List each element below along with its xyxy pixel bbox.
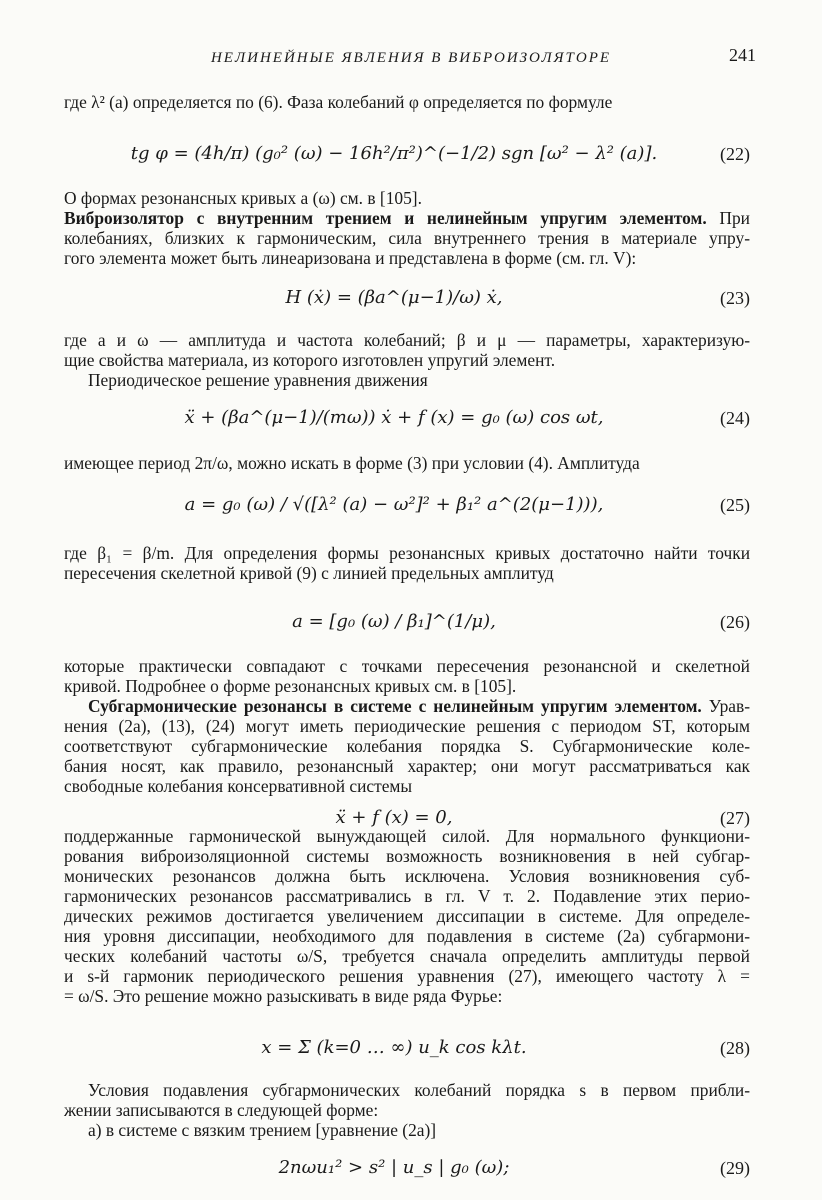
formula-26 bbox=[64, 604, 750, 640]
text-line: поддержанные гармонической вынуждающей силой. Для нормального функциони- bbox=[64, 826, 750, 846]
text-line: Условия подавления субгармонических колебаний порядка s в первом прибли- bbox=[88, 1080, 750, 1100]
equation-number: (27) bbox=[720, 808, 750, 828]
text-line: = ω/S. Это решение можно разыскивать в виде ряда Фурье: bbox=[64, 986, 503, 1006]
formula-29 bbox=[64, 1150, 750, 1186]
paragraph-heading-line: Субгармонические резонансы в системе с нелинейным упругим элементом. Урав- bbox=[88, 696, 750, 716]
text-line: жении записываются в следующей форме: bbox=[64, 1100, 379, 1120]
equation-number: (26) bbox=[720, 612, 750, 632]
formula-24 bbox=[64, 400, 750, 436]
text-line: ческих колебаний частоты ω/S, требуется сначала определить амплитуды первой bbox=[64, 946, 750, 966]
text-line: соответствуют субгармонические колебания порядка S. Субгармонические коле- bbox=[64, 736, 750, 756]
formula-23 bbox=[64, 280, 750, 316]
equation-number: (23) bbox=[720, 288, 750, 308]
text-line: монических резонансов должна быть исключена. Условия возникновения суб- bbox=[64, 866, 750, 886]
formula-25 bbox=[64, 487, 750, 523]
text-line: гармонических резонансов рассматривались в гл. V т. 2. Подавление этих перио- bbox=[64, 886, 750, 906]
formula-expression: ẍ + f (x) = 0, bbox=[335, 807, 453, 828]
text-line: щие свойства материала, из которого изготовлен упругий элемент. bbox=[64, 350, 556, 370]
text-line: ния уровня диссипации, необходимого для подавления в системе (2a) субгармони- bbox=[64, 926, 750, 946]
text-line: Периодическое решение уравнения движения bbox=[88, 370, 428, 390]
formula-expression: tg φ = (4h/π) (g₀² (ω) − 16h²/π²)^(−1/2) sgn [ω² − λ² (a)]. bbox=[130, 143, 658, 164]
text-line: кривой. Подробнее о форме резонансных кривых см. в [105]. bbox=[64, 676, 517, 696]
page-number: 241 bbox=[729, 45, 756, 65]
text-line: гого элемента может быть линеаризована и представлена в форме (см. гл. V): bbox=[64, 248, 637, 268]
formula-expression: x = Σ (k=0 … ∞) u_k cos kλt. bbox=[261, 1037, 527, 1058]
equation-number: (24) bbox=[720, 408, 750, 428]
running-header: НЕЛИНЕЙНЫЕ ЯВЛЕНИЯ В ВИБРОИЗОЛЯТОРЕ bbox=[210, 50, 612, 66]
paragraph-heading: Субгармонические резонансы в системе с нелинейным упругим элементом. bbox=[88, 696, 702, 716]
text-line: дических режимов достигается увеличением диссипации в системе. Для определе- bbox=[64, 906, 750, 926]
text-line: рования виброизоляционной системы возможность возникновения в ней субгар- bbox=[64, 846, 750, 866]
paragraph-heading-line: Виброизолятор с внутренним трением и нелинейным упругим элементом. При bbox=[64, 208, 750, 228]
text-line: нения (2a), (13), (24) могут иметь периодические решения с периодом ST, которым bbox=[64, 716, 750, 736]
equation-number: (28) bbox=[720, 1038, 750, 1058]
paragraph-heading: Виброизолятор с внутренним трением и нелинейным упругим элементом. bbox=[64, 208, 707, 228]
formula-expression: H (ẋ) = (βa^(μ−1)/ω) ẋ, bbox=[285, 287, 503, 308]
formula-expression: a = g₀ (ω) / √([λ² (a) − ω²]² + β₁² a^(2(μ−1))), bbox=[184, 494, 604, 515]
text-line: имеющее период 2π/ω, можно искать в форме (3) при условии (4). Амплитуда bbox=[64, 453, 640, 473]
text-line: и s-й гармоник периодического решения уравнения (27), имеющего частоту λ = bbox=[64, 966, 750, 986]
text-line: бания носят, как правило, резонансный характер; они могут рассматриваться как bbox=[64, 756, 750, 776]
equation-number: (29) bbox=[720, 1158, 750, 1178]
formula-expression: a = [g₀ (ω) / β₁]^(1/μ), bbox=[292, 611, 496, 632]
text-line: а) в системе с вязким трением [уравнение (2a)] bbox=[88, 1120, 437, 1140]
text-line: где a и ω — амплитуда и частота колебаний; β и μ — параметры, характеризую- bbox=[64, 330, 750, 350]
equation-number: (25) bbox=[720, 495, 750, 515]
formula-expression: ẍ + (βa^(μ−1)/(mω)) ẋ + f (x) = g₀ (ω) cos ωt, bbox=[184, 407, 604, 428]
text-line: которые практически совпадают с точками пересечения резонансной и скелетной bbox=[64, 656, 750, 676]
text-line: пересечения скелетной кривой (9) с линией предельных амплитуд bbox=[64, 563, 554, 583]
formula-28 bbox=[64, 1030, 750, 1066]
equation-number: (22) bbox=[720, 144, 750, 164]
text-line: где β₁ = β/m. Для определения формы резонансных кривых достаточно найти точки bbox=[64, 543, 750, 563]
text-line: О формах резонансных кривых a (ω) см. в [105]. bbox=[64, 188, 422, 208]
text-line: колебаниях, близких к гармоническим, сила внутреннего трения в материале упру- bbox=[64, 228, 750, 248]
formula-expression: 2nωu₁² > s² | u_s | g₀ (ω); bbox=[278, 1157, 510, 1178]
text-line: где λ² (a) определяется по (6). Фаза колебаний φ определяется по формуле bbox=[64, 92, 613, 112]
formula-22 bbox=[64, 136, 750, 172]
text-line: свободные колебания консервативной системы bbox=[64, 776, 413, 796]
